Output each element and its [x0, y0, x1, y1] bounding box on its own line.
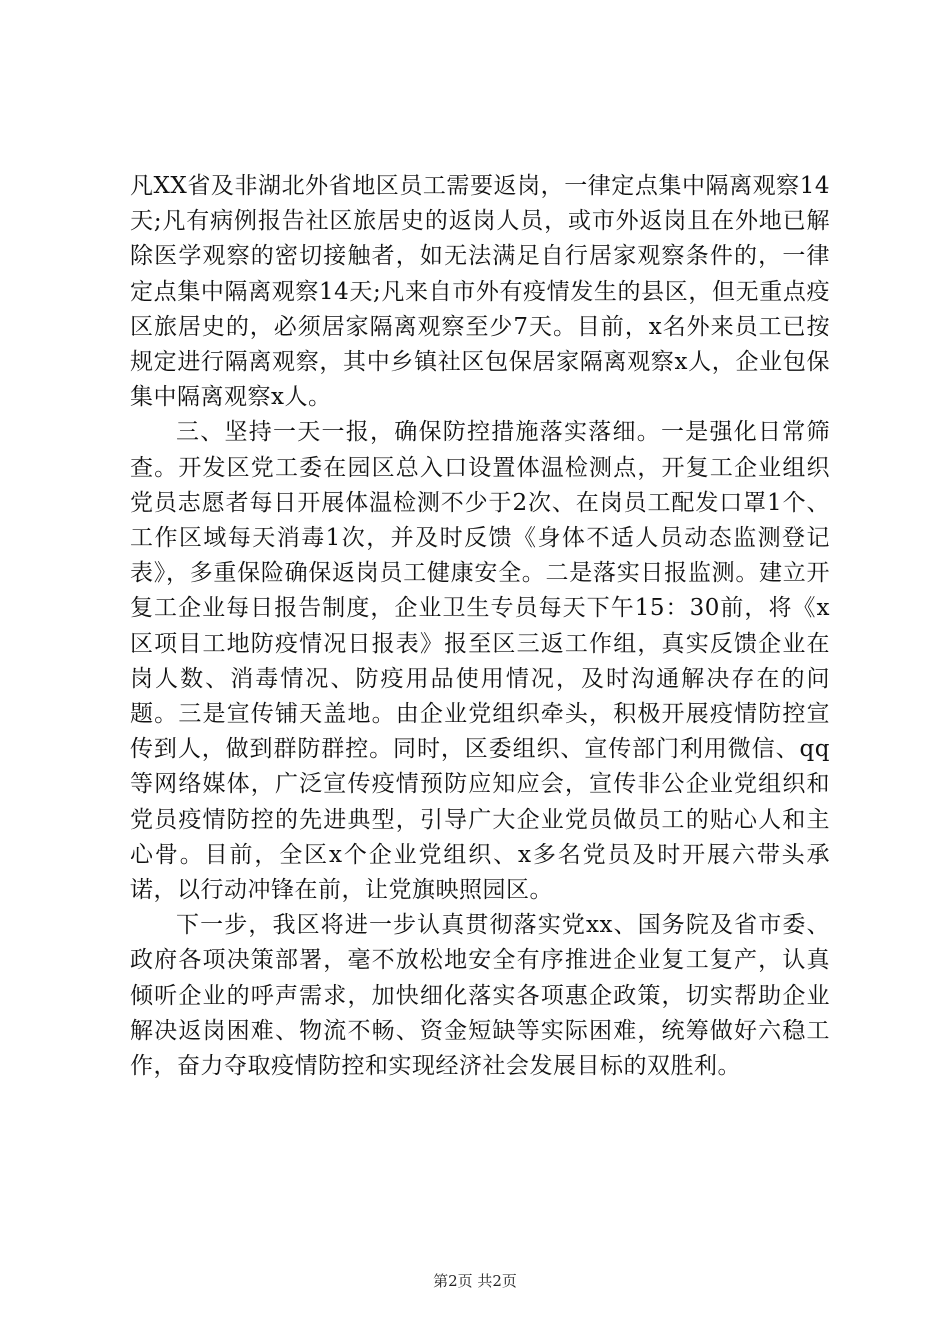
- page-footer: 第2页 共2页: [433, 1272, 517, 1290]
- paragraph-next-steps: 下一步，我区将进一步认真贯彻落实党xx、国务院及省市委、政府各项决策部署，毫不放松地安全有序推进企业复工复产，认真倾听企业的呼声需求，加快细化落实各项惠企政策，切实帮助企业解决返岗困难、物流不畅、资金短缺等实际困难，统筹做好六稳工作，奋力夺取疫情防控和实现经济社会发展目标的双胜利。: [130, 912, 830, 1080]
- document-body: [130, 169, 830, 1084]
- paragraph-section-three: 三、坚持一天一报，确保防控措施落实落细。一是强化日常筛查。开发区党工委在园区总入口设置体温检测点，开复工企业组织党员志愿者每日开展体温检测不少于2次、在岗员工配发口罩1个、工作区域每天消毒1次，并及时反馈《身体不适人员动态监测登记表》，多重保险确保返岗员工健康安全。二是落实日报监测。建立开复工企业每日报告制度，企业卫生专员每天下午15：30前，将《x区项目工地防疫情况日报表》报至区三返工作组，真实反馈企业在岗人数、消毒情况、防疫用品使用情况，及时沟通解决存在的问题。三是宣传铺天盖地。由企业党组织牵头，积极开展疫情防控宣传到人，做到群防群控。同时，区委组织、宣传部门利用微信、qq等网络媒体，广泛宣传疫情预防应知应会，宣传非公企业党组织和党员疫情防控的先进典型，引导广大企业党员做员工的贴心人和主心骨。目前，全区x个企业党组织、x多名党员及时开展六带头承诺，以行动冲锋在前，让党旗映照园区。: [130, 419, 830, 904]
- paragraph-continuation: 凡XX省及非湖北外省地区员工需要返岗，一律定点集中隔离观察14天;凡有病例报告社区旅居史的返岗人员，或市外返岗且在外地已解除医学观察的密切接触者，如无法满足自行居家观察条件的，一律定点集中隔离观察14天;凡来自市外有疫情发生的县区，但无重点疫区旅居史的，必须居家隔离观察至少7天。目前，x名外来员工已按规定进行隔离观察，其中乡镇社区包保居家隔离观察x人，企业包保集中隔离观察x人。: [130, 173, 830, 411]
